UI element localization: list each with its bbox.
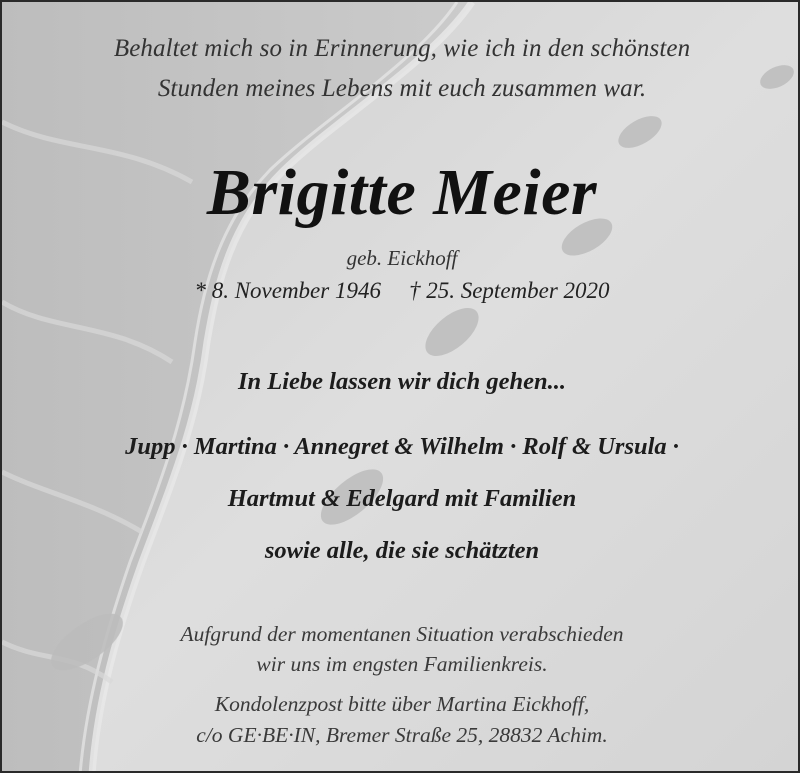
- note-line-4: c/o GE·BE·IN, Bremer Straße 25, 28832 Achim.: [196, 723, 608, 747]
- note-line-2: wir uns im engsten Familienkreis.: [256, 652, 548, 676]
- farewell-line: In Liebe lassen wir dich gehen...: [237, 368, 567, 395]
- mourners-line-1: Jupp · Martina · Annegret & Wilhelm · Rolf & Ursula ·: [125, 433, 679, 460]
- birth-date: * 8. November 1946: [194, 278, 381, 303]
- motto-line-1: Behaltet mich so in Erinnerung, wie ich in den schönsten: [113, 35, 691, 62]
- death-date: † 25. September 2020: [408, 278, 610, 303]
- life-dates: [2, 278, 800, 304]
- deceased-name: Brigitte Meier: [206, 156, 598, 229]
- motto-line-2: Stunden meines Lebens mit euch zusammen war.: [157, 75, 647, 102]
- note-line-1: Aufgrund der momentanen Situation verabschieden: [180, 622, 624, 646]
- notice-content: [2, 2, 800, 773]
- mourners-line-2: Hartmut & Edelgard mit Familien: [227, 485, 577, 512]
- note-line-3: Kondolenzpost bitte über Martina Eickhoff,: [214, 692, 590, 716]
- birth-name: geb. Eickhoff: [346, 246, 458, 270]
- mourners-line-3: sowie alle, die sie schätzten: [264, 537, 540, 564]
